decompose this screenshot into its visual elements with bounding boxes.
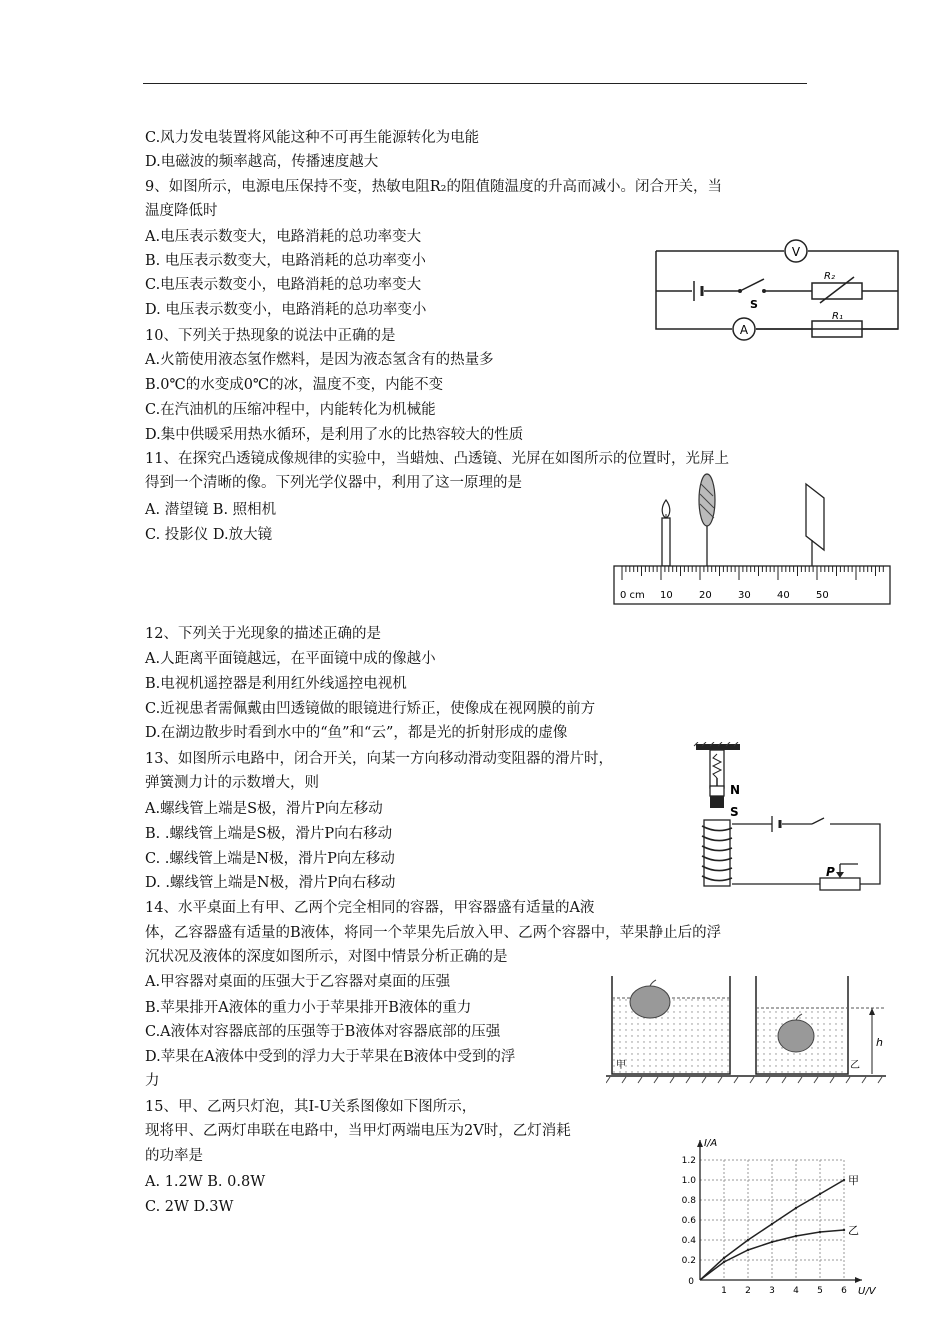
container-yi-label: 乙 [850, 1060, 860, 1071]
y-tick-label: 1.2 [681, 1156, 696, 1166]
text-line: C. 投影仪 D.放大镜 [145, 527, 273, 543]
data-point [819, 1193, 821, 1195]
tick-0: 0 cm [620, 590, 645, 601]
text-line: B. .螺线管上端是S极，滑片P向右移动 [145, 826, 393, 842]
text-line: 14、水平桌面上有甲、乙两个完全相同的容器，甲容器盛有适量的A液 [145, 900, 595, 916]
optical-bench-q11 [610, 470, 895, 610]
text-line: 沉状况及液体的深度如图所示，对图中情景分析正确的是 [145, 949, 508, 965]
x-axis-label: U/V [858, 1286, 876, 1297]
series-label-jia: 甲 [848, 1174, 859, 1187]
tick-30: 30 [738, 590, 751, 601]
text-line: 12、下列关于光现象的描述正确的是 [145, 626, 381, 642]
north-pole-label: N [730, 783, 741, 797]
text-line: 15、甲、乙两只灯泡，其I-U关系图像如下图所示， [145, 1099, 477, 1115]
text-line: D.电磁波的频率越高，传播速度越大 [145, 154, 379, 170]
data-point [843, 1229, 845, 1231]
y-axis-arrow [697, 1140, 703, 1147]
y-axis-label: I/A [704, 1138, 718, 1149]
text-line: A. 1.2W B. 0.8W [145, 1174, 266, 1190]
containers-diagram-q14 [606, 968, 892, 1088]
text-line: B.0℃的水变成0℃的冰，温度不变，内能不变 [145, 377, 444, 393]
x-tick-label: 1 [721, 1286, 727, 1296]
x-tick-label: 6 [841, 1286, 847, 1296]
switch-label: S [750, 298, 758, 311]
text-line: C. 2W D.3W [145, 1199, 234, 1215]
text-line: C.近视患者需佩戴由凹透镜做的眼镜进行矫正，使像成在视网膜的前方 [145, 701, 596, 717]
text-line: A.甲容器对桌面的压强大于乙容器对桌面的压强 [145, 974, 451, 990]
text-line: B.苹果排开A液体的重力小于苹果排开B液体的重力 [145, 1000, 472, 1016]
tick-50: 50 [816, 590, 829, 601]
text-line: 弹簧测力计的示数增大，则 [145, 775, 319, 791]
iu-chart-q15 [672, 1132, 892, 1302]
data-point [843, 1179, 845, 1181]
container-jia-label: 甲 [616, 1060, 626, 1071]
tick-40: 40 [777, 590, 790, 601]
solenoid-diagram-q13 [690, 742, 890, 892]
x-tick-label: 4 [793, 1286, 799, 1296]
x-axis-arrow [855, 1277, 862, 1283]
tick-10: 10 [660, 590, 673, 601]
text-line: 10、下列关于热现象的说法中正确的是 [145, 328, 396, 344]
y-tick-label: 0.4 [681, 1236, 696, 1246]
data-point [771, 1223, 773, 1225]
text-line: 温度降低时 [145, 203, 218, 219]
text-line: D. 电压表示数变小，电路消耗的总功率变小 [145, 302, 427, 318]
text-line: 得到一个清晰的像。下列光学仪器中，利用了这一原理的是 [145, 475, 522, 491]
text-line: 9、如图所示，电源电压保持不变，热敏电阻R₂的阻值随温度的升高而减小。闭合开关，当 [145, 179, 722, 195]
tick-20: 20 [699, 590, 712, 601]
text-line: D.在湖边散步时看到水中的“鱼”和“云”，都是光的折射形成的虚像 [145, 725, 568, 741]
text-line: A. 潜望镜 B. 照相机 [145, 502, 277, 518]
slider-label: P [826, 865, 835, 879]
text-line: D.苹果在A液体中受到的浮力大于苹果在B液体中受到的浮 [145, 1049, 516, 1065]
data-point [795, 1207, 797, 1209]
text-line: D. .螺线管上端是N极，滑片P向右移动 [145, 875, 396, 891]
data-point [747, 1249, 749, 1251]
text-line: 的功率是 [145, 1148, 203, 1164]
data-point [723, 1261, 725, 1263]
text-line: C.风力发电装置将风能这种不可再生能源转化为电能 [145, 130, 480, 146]
depth-label: h [876, 1036, 883, 1049]
y-tick-label: 0.8 [681, 1196, 696, 1206]
y-tick-label: 0.2 [681, 1256, 696, 1266]
data-point [723, 1257, 725, 1259]
voltmeter-label: V [791, 245, 801, 259]
x-tick-label: 5 [817, 1286, 823, 1296]
data-point [819, 1231, 821, 1233]
data-point [747, 1239, 749, 1241]
text-line: 力 [145, 1073, 160, 1089]
text-line: 11、在探究凸透镜成像规律的实验中，当蜡烛、凸透镜、光屏在如图所示的位置时，光屏上 [145, 451, 729, 467]
text-line: A.火箭使用液态氢作燃料，是因为液态氢含有的热量多 [145, 352, 494, 368]
text-line: 现将甲、乙两灯串联在电路中，当甲灯两端电压为2V时，乙灯消耗 [145, 1123, 571, 1139]
text-line: D.集中供暖采用热水循环，是利用了水的比热容较大的性质 [145, 427, 524, 443]
circuit-diagram-q9 [652, 233, 904, 345]
y-tick-label: 1.0 [681, 1176, 696, 1186]
header-rule [143, 83, 807, 84]
series-label-yi: 乙 [848, 1224, 859, 1237]
x-tick-label: 2 [745, 1286, 751, 1296]
text-line: B. 电压表示数变大，电路消耗的总功率变小 [145, 253, 426, 269]
x-tick-label: 3 [769, 1286, 775, 1296]
text-line: 13、如图所示电路中，闭合开关，向某一方向移动滑动变阻器的滑片时， [145, 751, 613, 767]
data-point [771, 1241, 773, 1243]
text-line: A.螺线管上端是S极，滑片P向左移动 [145, 801, 383, 817]
text-line: B.电视机遥控器是利用红外线遥控电视机 [145, 676, 407, 692]
text-line: C.电压表示数变小，电路消耗的总功率变大 [145, 277, 422, 293]
text-line: A.人距离平面镜越远，在平面镜中成的像越小 [145, 651, 436, 667]
ammeter-label: A [739, 323, 749, 337]
text-line: A.电压表示数变大，电路消耗的总功率变大 [145, 229, 422, 245]
text-line: 体，乙容器盛有适量的B液体，将同一个苹果先后放入甲、乙两个容器中，苹果静止后的浮 [145, 925, 722, 941]
south-pole-label: S [730, 805, 739, 819]
text-line: C.在汽油机的压缩冲程中，内能转化为机械能 [145, 402, 436, 418]
y-tick-label: 0.6 [681, 1216, 696, 1226]
r1-label: R₁ [832, 311, 843, 322]
origin-label: 0 [688, 1277, 694, 1287]
text-line: C.A液体对容器底部的压强等于B液体对容器底部的压强 [145, 1024, 501, 1040]
data-point [795, 1235, 797, 1237]
text-line: C. .螺线管上端是N极，滑片P向左移动 [145, 851, 395, 867]
r2-label: R₂ [824, 271, 835, 282]
